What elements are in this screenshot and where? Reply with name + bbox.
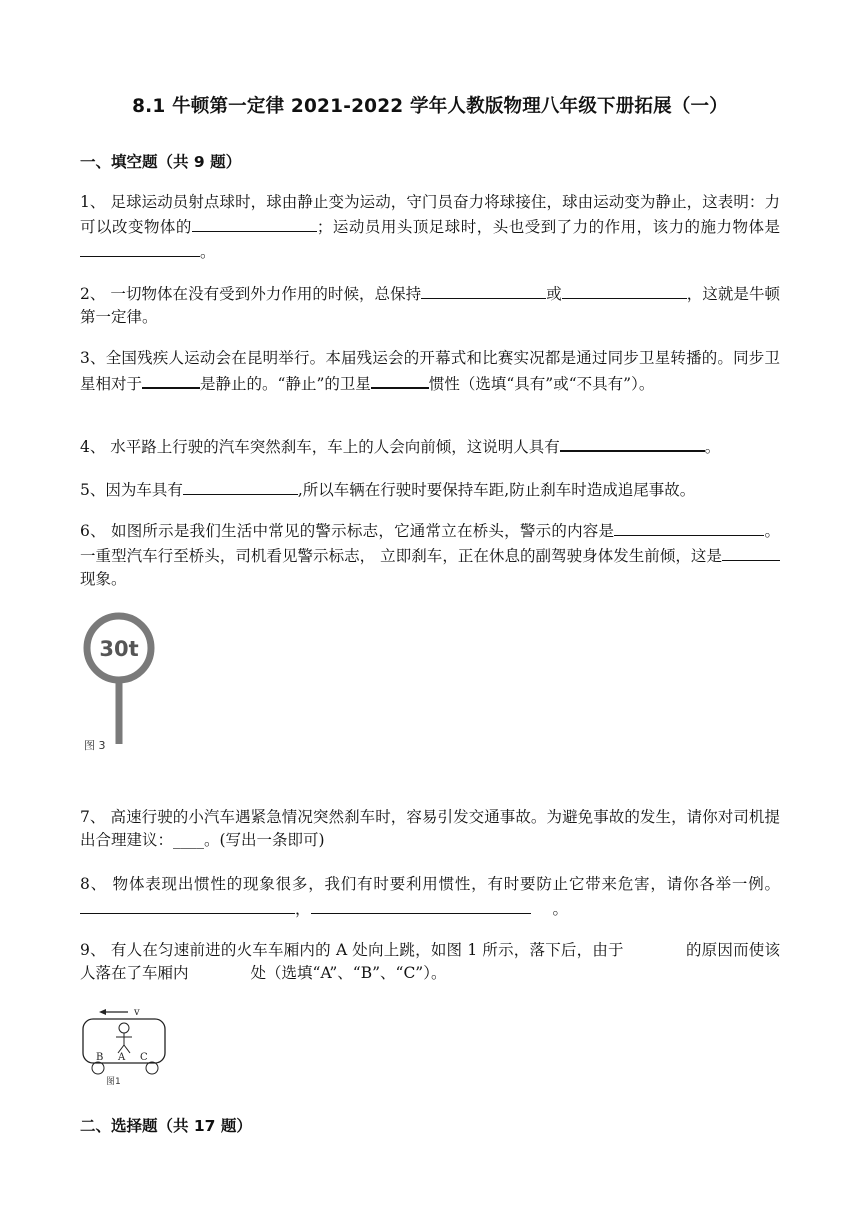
q9-text-b: 的原因而使该人落在了车厢内: [80, 941, 780, 982]
q3-text-c: 惯性（选填“具有”或“不具有”）。: [428, 375, 655, 393]
q2-text-c: ，这就是牛顿第一定律。: [80, 285, 780, 326]
train-carriage-figure: [80, 1000, 180, 1090]
q1-text-a: 1、 足球运动员射点球时，球由静止变为运动，守门员奋力将球接住，球由运动变为静止，这表明：力可以改变物体的: [80, 193, 780, 236]
q4-blank-1[interactable]: [560, 433, 705, 452]
q8-text-c: 。: [552, 900, 569, 918]
q6-blank-1[interactable]: [614, 518, 764, 536]
velocity-label: v: [134, 1007, 140, 1018]
q2-text-a: 2、 一切物体在没有受到外力作用的时候，总保持: [80, 285, 422, 303]
q3-blank-2[interactable]: [371, 370, 429, 389]
q5-blank-1[interactable]: [183, 477, 298, 495]
question-9: [80, 939, 780, 985]
q2-text-b: 或: [546, 285, 562, 303]
weight-limit-sign-figure: [80, 612, 160, 762]
wheel-left: [92, 1062, 104, 1074]
figure-3-caption: 图 3: [84, 739, 106, 752]
q9-text-a: 9、 有人在匀速前进的火车车厢内的 A 处向上跳，如图 1 所示，落下后，由于: [80, 941, 624, 959]
q8-blank-1[interactable]: [80, 896, 295, 914]
q2-blank-2[interactable]: [562, 281, 687, 299]
q3-text-a: 3、全国残疾人运动会在昆明举行。本届残运会的开幕式和比赛实况都是通过同步卫星转播的。同步卫星相对于: [80, 349, 780, 393]
sign-text: 30t: [99, 637, 139, 661]
figure-1-caption: 图1: [106, 1077, 121, 1087]
q2-blank-1[interactable]: [421, 281, 546, 299]
document-title: 8.1 牛顿第一定律 2021-2022 学年人教版物理八年级下册拓展（一）: [132, 96, 728, 117]
person-head: [119, 1023, 129, 1033]
question-8: [80, 873, 780, 921]
q6-text-c: 现象。: [80, 570, 127, 588]
question-3: [80, 347, 780, 396]
question-4: [80, 433, 780, 459]
q8-text-b: ，: [295, 900, 311, 918]
q8-text-a: 8、 物体表现出惯性的现象很多，我们有时要利用惯性，有时要防止它带来危害，请你各举一例。: [80, 875, 780, 893]
section-heading-multiple-choice: 二、选择题（共 17 题）: [80, 1117, 252, 1135]
q1-blank-1[interactable]: [192, 214, 317, 232]
q9-text-c: 处（选填“A”、“B”、“C”）。: [250, 964, 447, 982]
question-7: 7、 高速行驶的小汽车遇紧急情况突然刹车时，容易引发交通事故。为避免事故的发生，请你对司机提出合理建议：____。(写出一条即可): [80, 808, 780, 849]
question-2: [80, 281, 780, 329]
question-1: [80, 191, 780, 264]
q1-blank-2[interactable]: [80, 239, 200, 257]
wheel-right: [146, 1062, 158, 1074]
q3-blank-1[interactable]: [142, 370, 200, 389]
q4-text-b: 。: [704, 438, 721, 456]
position-b-label: B: [96, 1052, 104, 1063]
position-a-label: A: [118, 1052, 126, 1063]
q6-text-b: 。一重型汽车行至桥头，司机看见警示标志， 立即刹车，正在休息的副驾驶身体发生前倾，这是: [80, 522, 780, 565]
q1-text-b: ；运动员用头顶足球时，头也受到了力的作用，该力的施力物体是: [316, 218, 780, 236]
q4-text-a: 4、 水平路上行驶的汽车突然刹车，车上的人会向前倾，这说明人具有: [80, 438, 560, 456]
q6-blank-2[interactable]: [722, 543, 780, 561]
section-heading-fill-blank: 一、填空题（共 9 题）: [80, 153, 242, 171]
q1-text-c: 。: [200, 243, 216, 261]
position-c-label: C: [140, 1052, 148, 1063]
q5-text-b: ,所以车辆在行驶时要保持车距,防止刹车时造成追尾事故。: [297, 481, 696, 499]
q3-text-b: 是静止的。“静止”的卫星: [200, 375, 371, 393]
question-5: [80, 477, 780, 502]
q5-text-a: 5、因为车具有: [80, 481, 183, 499]
q8-blank-2[interactable]: [311, 896, 531, 914]
arrow-head-icon: [99, 1009, 106, 1015]
question-6: [80, 518, 780, 591]
q6-text-a: 6、 如图所示是我们生活中常见的警示标志，它通常立在桥头，警示的内容是: [80, 522, 615, 540]
